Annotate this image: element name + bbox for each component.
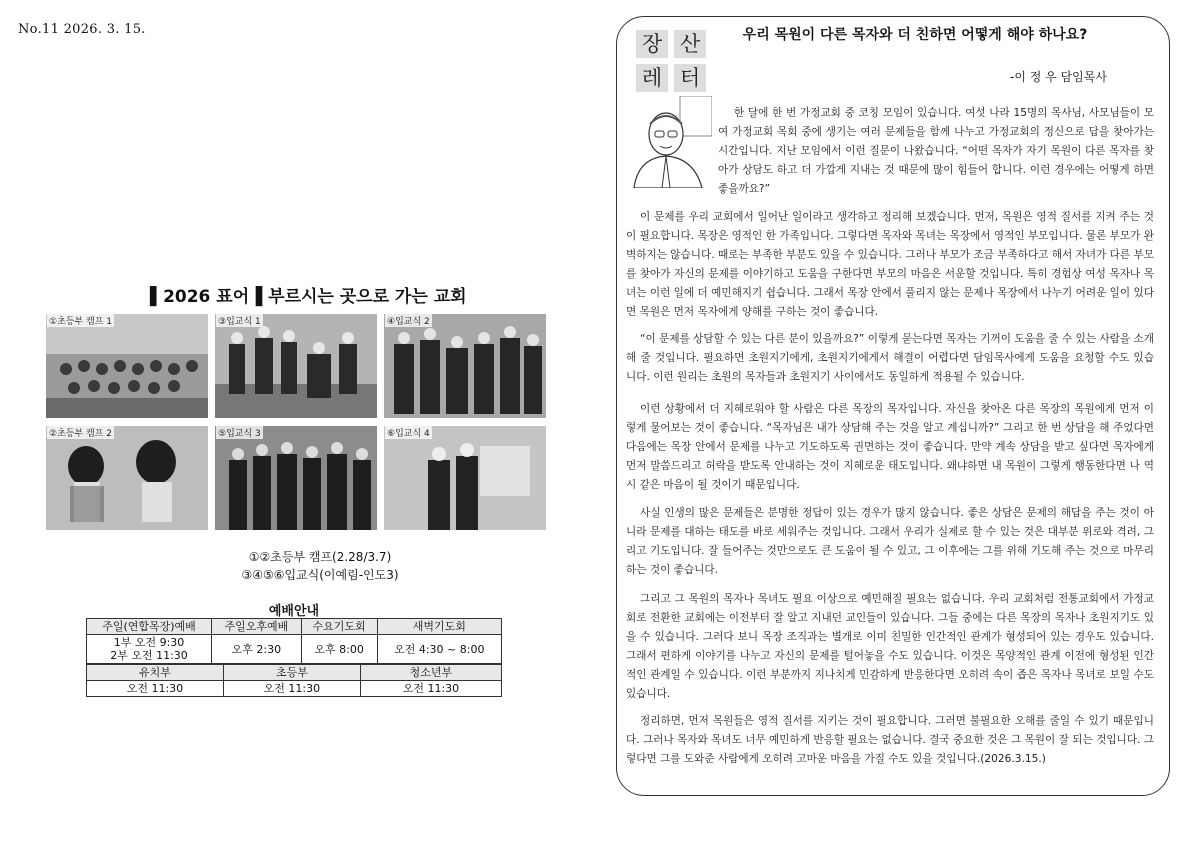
- photo-confirmation-3-image: [215, 426, 377, 530]
- letter-paragraph: 한 달에 한 번 가정교회 중 코칭 모임이 있습니다. 여섯 나라 15명의 목사님, 사모님들이 모여 가정교회 목회 중에 생기는 여러 문제들을 함께 나누고 가정교회의 정신으로 답을 찾아가는 시간입니다. 지난 모임에서 이런 질문이 나왔습니다. “어떤 목자가 자기 목원이 다른 목자를 찾아가 상담도 하고 더 가깝게 지내는 것 때문에 많이 힘들어 합니다. 이런 경우에는 어떻게 하면 좋을까요?”: [718, 107, 1154, 195]
- photo-caption: ①초등부 캠프 1: [47, 314, 114, 327]
- letter-title: 우리 목원이 다른 목자와 더 친하면 어떻게 해야 하나요?: [742, 27, 1088, 43]
- photo-camp-2-image: [46, 426, 208, 530]
- dept-time: 오전 11:30: [360, 681, 501, 697]
- photo-confirmation-4: [384, 426, 546, 530]
- brand-char: 터: [674, 64, 706, 92]
- brand-char: 레: [636, 64, 668, 92]
- brand-char: 장: [636, 30, 668, 58]
- service-header: 새벽기도회: [377, 619, 501, 635]
- photo-caption: ③입교식 1: [216, 314, 263, 327]
- photo-confirmation-4-image: [384, 426, 546, 530]
- dept-header: 초등부: [223, 665, 360, 681]
- service-time: 오후 2:30: [212, 635, 302, 664]
- photo-camp-2: [46, 426, 208, 530]
- pastor-portrait-illustration: [628, 96, 712, 188]
- worship-schedule-title: 예배안내: [268, 604, 320, 619]
- photo-caption: ④입교식 2: [385, 314, 432, 327]
- photo-camp-1: [46, 314, 208, 418]
- letter-brand: [636, 30, 712, 92]
- photo-caption-camp: ①②초등부 캠프(2.28/3.7): [248, 550, 392, 564]
- issue-number: No.11 2026. 3. 15.: [18, 22, 146, 37]
- service-header: 수요기도회: [301, 619, 377, 635]
- photo-caption: ⑥입교식 4: [385, 426, 432, 439]
- photo-confirmation-2: [384, 314, 546, 418]
- dept-time: 오전 11:30: [223, 681, 360, 697]
- letter-author: -이 정 우 담임목사: [1010, 70, 1107, 84]
- photo-confirmation-2-image: [384, 314, 546, 418]
- photo-confirmation-1: [215, 314, 377, 418]
- service-header: 주일(연합목장)예배: [87, 619, 212, 635]
- letter-paragraph: 정리하면, 먼저 목원들은 영적 질서를 지키는 것이 필요합니다. 그러면 불필요한 오해를 줄일 수 있기 때문입니다. 그러나 목자와 목녀도 너무 예민하게 반응할 필요는 없습니다. 결국 중요한 것은 그 목원이 잘 되는 것입니다. 그렇다면 그를 도와준 사람에게 오히려 고마운 마음을 가질 수도 있을 것입니다.(2026.3.15.): [626, 715, 1154, 765]
- service-time: 오후 8:00: [301, 635, 377, 664]
- letter-paragraph: “이 문제를 상담할 수 있는 다른 분이 있을까요?” 이렇게 묻는다면 목자는 기꺼이 도움을 줄 수 있는 사람을 소개해 줄 것입니다. 필요하면 초원지기에게, 초원지기에게서 해결이 어렵다면 담임목사에게 도움을 요청할 수도 있습니다. 이런 원리는 초원의 목자들과 초원지기 사이에서도 동일하게 적용될 수 있습니다.: [626, 333, 1154, 383]
- brand-char: 산: [674, 30, 706, 58]
- department-schedule-table: [86, 664, 502, 697]
- dept-header: 청소년부: [360, 665, 501, 681]
- photo-confirmation-3: [215, 426, 377, 530]
- dept-time: 오전 11:30: [87, 681, 224, 697]
- photo-confirmation-1-image: [215, 314, 377, 418]
- worship-schedule-table: [86, 618, 502, 664]
- photo-collage: [46, 314, 546, 532]
- service-header: 주일오후예배: [212, 619, 302, 635]
- letter-paragraph: 이런 상황에서 더 지혜로워야 할 사람은 다른 목장의 목자입니다. 자신을 찾아온 다른 목장의 목원에게 먼저 이렇게 물어보는 것이 좋습니다. “목자님은 내가 상담해 주는 것을 알고 계십니까?” 그리고 한 번 상담을 해 주었다면 다음에는 목장 안에서 문제를 나누고 기도하도록 권면하는 것이 좋습니다. 만약 계속 상담을 받고 싶다면 목자에게 먼저 말씀드리고 허락을 받도록 안내하는 것이 지혜로운 태도입니다. 왜냐하면 내 목원이 그렇게 행동한다면 나 역시 같은 마음이 될 것이기 때문입니다.: [626, 403, 1154, 491]
- photo-caption-confirmation: ③④⑤⑥입교식(이예림-인도3): [241, 568, 399, 582]
- letter-paragraph: 그리고 그 목원의 목자나 목녀도 필요 이상으로 예민해질 필요는 없습니다. 우리 교회처럼 전통교회에서 가정교회로 전환한 교회에는 이전부터 잘 알고 지내던 교인들이 있습니다. 그들 중에는 다른 목장의 목자나 초원지기도 있을 수 있습니다. 그러다 보니 목장 조직과는 별개로 이미 친밀한 인간적인 관계가 형성되어 있는 경우도 있습니다. 그래서 편하게 이야기를 나누고 자신의 문제를 털어놓을 수도 있습니다. 이것은 목양적인 관계 이전에 형성된 인간적인 관계일 수 있습니다. 이런 부분까지 지나치게 민감하게 반응한다면 오히려 속이 좁은 목자나 목녀로 보일 수도 있습니다.: [626, 593, 1154, 700]
- letter-paragraph: 이 문제를 우리 교회에서 일어난 일이라고 생각하고 정리해 보겠습니다. 먼저, 목원은 영적 질서를 지켜 주는 것이 필요합니다. 목장은 영적인 한 가족입니다. 그렇다면 목자와 목녀는 목장에서 영적인 부모입니다. 물론 부모가 완벽하지는 않습니다. 때로는 부족한 부분도 있을 수 있습니다. 그러나 부모가 조금 부족하다고 해서 자녀가 다른 부모를 찾아가 자신의 문제를 이야기하고 도움을 구한다면 부모의 마음은 서운할 것입니다. 특히 경험상 여성 목자나 목녀는 이런 일에 더 예민해지기 쉽습니다. 그래서 목장 안에서 풀리지 않는 문제나 목장에서 나누기 어려운 일이 있다면 목원은 먼저 목자에게 양해를 구하는 것이 좋습니다.: [626, 211, 1154, 318]
- service-time: 1부 오전 9:30 2부 오전 11:30: [87, 635, 212, 664]
- church-motto: ▌2026 표어▐ 부르시는 곳으로 가는 교회: [150, 287, 467, 307]
- photo-caption: ⑤입교식 3: [216, 426, 263, 439]
- dept-header: 유치부: [87, 665, 224, 681]
- photo-camp-1-image: [46, 314, 208, 418]
- photo-caption: ②초등부 캠프 2: [47, 426, 114, 439]
- letter-paragraph: 사실 인생의 많은 문제들은 분명한 정답이 있는 경우가 많지 않습니다. 좋은 상담은 문제의 해답을 주는 것이 아니라 문제를 대하는 태도를 바로 세워주는 것입니다. 그래서 우리가 실제로 할 수 있는 것은 대부분 위로와 격려, 그리고 기도입니다. 잘 들어주는 것만으로도 큰 도움이 될 수 있고, 그 이후에는 그를 위해 기도해 주는 것으로 마무리하는 것이 좋습니다.: [626, 507, 1154, 576]
- service-time: 오전 4:30 ~ 8:00: [377, 635, 501, 664]
